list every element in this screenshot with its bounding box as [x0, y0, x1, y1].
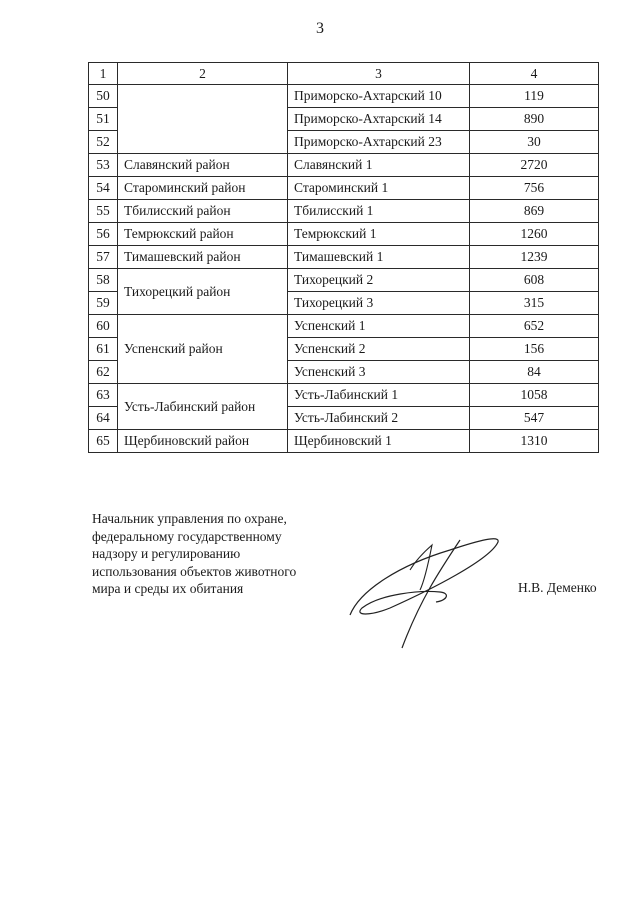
area-cell: Усть-Лабинский 2 [288, 407, 470, 430]
area-cell: Приморско-Ахтарский 10 [288, 85, 470, 108]
value-cell: 652 [470, 315, 599, 338]
area-cell: Успенский 2 [288, 338, 470, 361]
signatory-title [92, 510, 296, 598]
value-cell: 547 [470, 407, 599, 430]
district-cell: Щербиновский район [118, 430, 288, 453]
value-cell: 1310 [470, 430, 599, 453]
district-cell: Тимашевский район [118, 246, 288, 269]
table-row [89, 154, 599, 177]
row-number: 58 [89, 269, 118, 292]
row-number: 62 [89, 361, 118, 384]
header-cell: 4 [470, 63, 599, 85]
area-cell: Успенский 1 [288, 315, 470, 338]
value-cell: 315 [470, 292, 599, 315]
value-cell: 30 [470, 131, 599, 154]
table-row [89, 223, 599, 246]
district-cell: Славянский район [118, 154, 288, 177]
value-cell: 2720 [470, 154, 599, 177]
row-number: 55 [89, 200, 118, 223]
value-cell: 869 [470, 200, 599, 223]
signatory-title-line: надзору и регулированию [92, 546, 241, 561]
value-cell: 608 [470, 269, 599, 292]
header-cell: 3 [288, 63, 470, 85]
row-number: 50 [89, 85, 118, 108]
signatory-title-line: использования объектов животного [92, 563, 297, 579]
row-number: 59 [89, 292, 118, 315]
table-row [89, 384, 599, 407]
page-number: 3 [316, 20, 324, 37]
area-cell: Тимашевский 1 [288, 246, 470, 269]
signer-name: Н.В. Деменко [518, 580, 597, 595]
row-number: 61 [89, 338, 118, 361]
district-cell: Успенский район [118, 315, 288, 384]
value-cell: 84 [470, 361, 599, 384]
value-cell: 890 [470, 108, 599, 131]
header-cell: 1 [89, 63, 118, 85]
district-cell: Тбилисский район [118, 200, 288, 223]
table-row [89, 315, 599, 338]
signatory-title-line: Начальник управления по охране, [92, 511, 287, 526]
area-cell: Щербиновский 1 [288, 430, 470, 453]
row-number: 63 [89, 384, 118, 407]
district-cell: Староминский район [118, 177, 288, 200]
table-row [89, 85, 599, 108]
table-header-row [89, 63, 599, 85]
row-number: 52 [89, 131, 118, 154]
area-cell: Тихорецкий 2 [288, 269, 470, 292]
area-cell: Тбилисский 1 [288, 200, 470, 223]
row-number: 64 [89, 407, 118, 430]
signatory-title-line: мира и среды их обитания [92, 581, 244, 596]
area-cell: Тихорецкий 3 [288, 292, 470, 315]
table-row [89, 200, 599, 223]
area-cell: Усть-Лабинский 1 [288, 384, 470, 407]
table-row [89, 246, 599, 269]
area-cell: Приморско-Ахтарский 23 [288, 131, 470, 154]
area-cell: Успенский 3 [288, 361, 470, 384]
district-cell: Тихорецкий район [118, 269, 288, 315]
value-cell: 1058 [470, 384, 599, 407]
row-number: 53 [89, 154, 118, 177]
row-number: 51 [89, 108, 118, 131]
value-cell: 1239 [470, 246, 599, 269]
area-cell: Славянский 1 [288, 154, 470, 177]
row-number: 57 [89, 246, 118, 269]
value-cell: 756 [470, 177, 599, 200]
district-cell: Усть-Лабинский район [118, 384, 288, 430]
value-cell: 119 [470, 85, 599, 108]
row-number: 60 [89, 315, 118, 338]
value-cell: 156 [470, 338, 599, 361]
district-table [88, 62, 599, 453]
table-row [89, 430, 599, 453]
table-row [89, 269, 599, 292]
value-cell: 1260 [470, 223, 599, 246]
row-number: 65 [89, 430, 118, 453]
table-row [89, 177, 599, 200]
district-cell: Темрюкский район [118, 223, 288, 246]
area-cell: Приморско-Ахтарский 14 [288, 108, 470, 131]
area-cell: Староминский 1 [288, 177, 470, 200]
area-cell: Темрюкский 1 [288, 223, 470, 246]
header-cell: 2 [118, 63, 288, 85]
row-number: 54 [89, 177, 118, 200]
handwritten-signature [340, 520, 520, 655]
district-cell [118, 85, 288, 154]
signatory-title-line: федеральному государственному [92, 528, 282, 544]
row-number: 56 [89, 223, 118, 246]
